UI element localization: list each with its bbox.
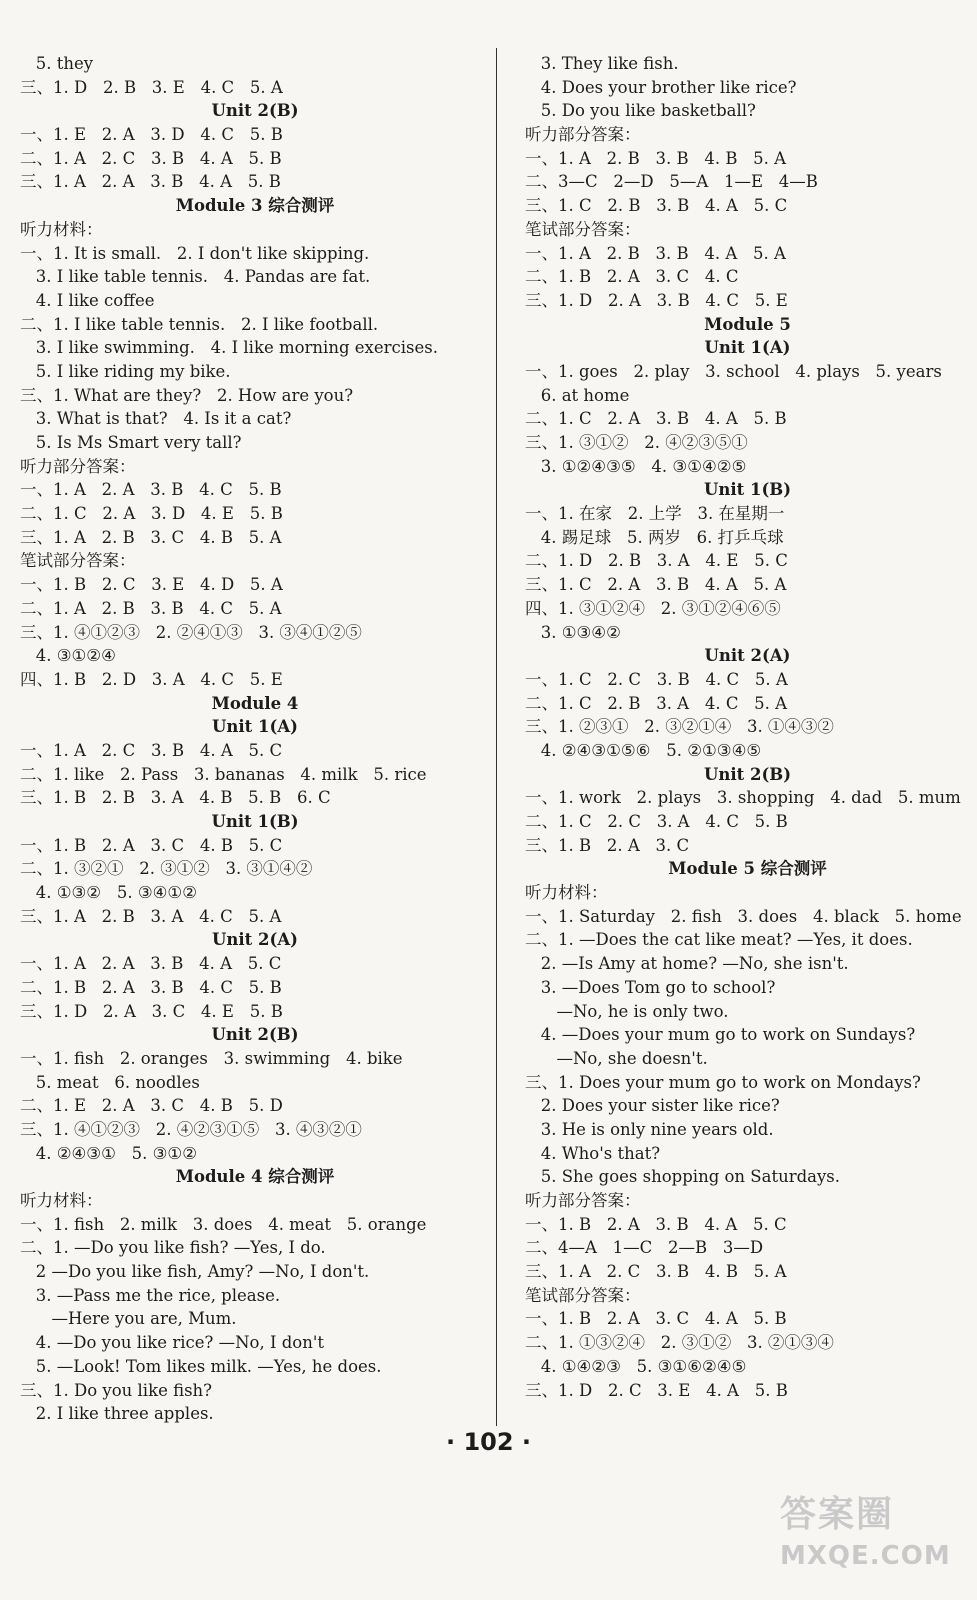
answer-line: 3. ①②④③⑤ 4. ③①④②⑤ [525,456,747,476]
answer-line: 二、1. D 2. B 3. A 4. E 5. C [525,551,788,571]
answer-line: 5. meat 6. noodles [20,1072,200,1092]
answer-line: 三、1. B 2. B 3. A 4. B 5. B 6. C [20,788,331,808]
answer-line: 一、1. A 2. C 3. B 4. A 5. C [20,740,283,760]
answer-line: 4. ②④③①⑤⑥ 5. ②①③④⑤ [525,740,762,760]
answer-line: 二、4—A 1—C 2—B 3—D [525,1238,764,1258]
answer-line: 2. —Is Amy at home? —No, she isn't. [525,954,849,974]
answer-line: 三、1. Does your mum go to work on Mondays? [525,1072,921,1092]
answer-line: 3. I like table tennis. 4. Pandas are fat. [20,267,371,287]
answer-line: 三、1. Do you like fish? [20,1380,213,1400]
watermark-bottom: MXQE.COM [780,1541,951,1571]
answer-line: 4. ③①②④ [20,646,116,666]
answer-line: 一、1. work 2. plays 3. shopping 4. dad 5. mum [525,788,961,808]
answer-line: 一、1. B 2. C 3. E 4. D 5. A [20,575,283,595]
answer-line: 二、1. C 2. C 3. A 4. C 5. B [525,812,788,831]
watermark-top: 答案圈 [780,1494,895,1535]
answer-line: 4. ①④②③ 5. ③①⑥②④⑤ [525,1356,747,1376]
answer-line: 一、1. fish 2. oranges 3. swimming 4. bike [20,1048,403,1068]
page-number: · 102 · [445,1428,532,1456]
right-column [525,52,970,1402]
answer-line: 5. I like riding my bike. [20,361,231,381]
left-column [20,52,490,1426]
answer-line: 三、1. ②③① 2. ③②①④ 3. ①④③② [525,717,834,737]
answer-line: 4. —Do you like rice? —No, I don't [20,1333,324,1353]
section-heading: Module 5 综合测评 [668,859,827,879]
answer-line: 一、1. E 2. A 3. D 4. C 5. B [20,125,283,145]
answer-line: 二、1. C 2. B 3. A 4. C 5. A [525,693,788,713]
answer-line: 2. Does your sister like rice? [525,1096,780,1116]
answer-line: 二、1. B 2. A 3. B 4. C 5. B [20,977,282,997]
section-heading: Unit 2(A) [704,646,791,666]
answer-line: 3. What is that? 4. Is it a cat? [20,409,292,429]
answer-line: 二、1. I like table tennis. 2. I like football. [20,314,379,334]
answer-line: 三、1. B 2. A 3. C [525,835,690,855]
answer-line: 3. ①③④② [525,622,621,642]
answer-line: 二、1. —Does the cat like meat? —Yes, it does. [525,930,913,950]
answer-line: 三、1. A 2. B 3. C 4. B 5. A [20,527,282,547]
answer-line: 三、1. C 2. A 3. B 4. A 5. A [525,575,787,595]
answer-line: —No, he is only two. [525,1001,729,1021]
column-divider [496,48,497,1426]
answer-line: 三、1. A 2. C 3. B 4. B 5. A [525,1262,787,1282]
answer-line: 5. Is Ms Smart very tall? [20,433,242,452]
section-label: 听力部分答案： [525,125,641,145]
answer-line: 6. at home [525,385,630,405]
answer-line: 二、1. ①③②④ 2. ③①② 3. ②①③④ [525,1333,834,1353]
answer-line: 三、1. D 2. A 3. B 4. C 5. E [525,290,788,310]
answer-line: 3. —Pass me the rice, please. [20,1285,281,1305]
section-label: 笔试部分答案： [525,219,641,239]
answer-line: 2 —Do you like fish, Amy? —No, I don't. [20,1262,370,1282]
answer-line: 一、1. B 2. A 3. B 4. A 5. C [525,1214,787,1234]
answer-line: 3. —Does Tom go to school? [525,977,776,997]
section-heading: Unit 1(B) [211,812,299,831]
answer-line: 4. ①③② 5. ③④①② [20,883,197,903]
answer-line: 3. He is only nine years old. [525,1119,774,1139]
answer-line: 一、1. A 2. B 3. B 4. A 5. A [525,243,786,263]
answer-line: 二、1. C 2. A 3. D 4. E 5. B [20,504,283,524]
answer-line: 一、1. goes 2. play 3. school 4. plays 5. years [525,361,942,381]
answer-line: 四、1. B 2. D 3. A 4. C 5. E [20,669,283,689]
section-heading: Unit 2(B) [703,764,792,784]
answer-line: 三、1. D 2. A 3. C 4. E 5. B [20,1001,283,1021]
section-heading: Module 3 综合测评 [175,196,335,216]
section-heading: Unit 2(A) [212,930,298,950]
answer-line: 二、1. E 2. A 3. C 4. B 5. D [20,1096,283,1116]
section-label: 听力材料： [20,219,103,239]
answer-line: 4. 踢足球 5. 两岁 6. 打乒乓球 [525,527,784,547]
section-heading: Unit 2(B) [211,101,299,121]
answer-line: 3. I like swimming. 4. I like morning exercises. [20,338,438,358]
section-heading: Unit 1(A) [212,717,298,737]
section-label: 笔试部分答案： [20,551,136,571]
section-label: 听力材料： [20,1191,103,1210]
answer-line: 二、1. like 2. Pass 3. bananas 4. milk 5. rice [20,764,427,784]
answer-line: 二、1. B 2. A 3. C 4. C [525,267,739,287]
answer-line: 一、1. It is small. 2. I don't like skipping. [20,243,370,263]
answer-line: 4. Does your brother like rice? [525,77,797,97]
section-heading: Unit 1(A) [704,338,791,358]
section-label: 听力材料： [525,883,608,903]
answer-line: 三、1. A 2. A 3. B 4. A 5. B [20,172,281,192]
answer-line: 5. —Look! Tom likes milk. —Yes, he does. [20,1356,382,1376]
section-label: 听力部分答案： [525,1191,641,1210]
answer-line: 三、1. ④①②③ 2. ④②③①⑤ 3. ④③②① [20,1119,362,1139]
answer-line: 一、1. A 2. A 3. B 4. A 5. C [20,954,282,974]
answer-line: 一、1. C 2. C 3. B 4. C 5. A [525,669,788,689]
answer-line: 三、1. D 2. C 3. E 4. A 5. B [525,1380,788,1400]
answer-line: 一、1. A 2. B 3. B 4. B 5. A [525,148,787,168]
answer-line: 三、1. ④①②③ 2. ②④①③ 3. ③④①②⑤ [20,622,362,642]
answer-line: 2. I like three apples. [20,1404,214,1424]
answer-line: 二、1. A 2. C 3. B 4. A 5. B [20,148,282,168]
answer-line: 一、1. 在家 2. 上学 3. 在星期一 [525,504,785,524]
answer-line: 一、1. B 2. A 3. C 4. A 5. B [525,1309,787,1329]
answer-line: 三、1. What are they? 2. How are you? [20,385,354,405]
answer-line: 三、1. C 2. B 3. B 4. A 5. C [525,196,788,216]
answer-line: 二、3—C 2—D 5—A 1—E 4—B [525,172,818,192]
answer-line: 5. She goes shopping on Saturdays. [525,1167,841,1187]
answer-line: 4. Who's that? [525,1143,661,1163]
answer-line: 四、1. ③①②④ 2. ③①②④⑥⑤ [525,598,781,618]
answer-line: 三、1. A 2. B 3. A 4. C 5. A [20,906,282,926]
answer-line: 二、1. ③②① 2. ③①② 3. ③①④② [20,859,313,879]
answer-line: 一、1. Saturday 2. fish 3. does 4. black 5. home [525,906,962,926]
watermark-logo [780,1486,960,1590]
answer-line: 5. Do you like basketball? [525,101,756,121]
answer-line: 5. they [20,54,94,73]
answer-line: 4. I like coffee [20,290,155,310]
answer-line: 二、1. C 2. A 3. B 4. A 5. B [525,409,787,429]
section-heading: Unit 1(B) [703,480,792,500]
section-heading: Module 5 [704,314,791,334]
section-label: 笔试部分答案： [525,1285,641,1305]
answer-line: 4. —Does your mum go to work on Sundays? [525,1025,916,1045]
answer-line: 一、1. B 2. A 3. C 4. B 5. C [20,835,283,855]
answer-line: —No, she doesn't. [525,1048,708,1068]
answer-line: 二、1. A 2. B 3. B 4. C 5. A [20,598,282,618]
answer-line: 4. ②④③① 5. ③①② [20,1143,197,1163]
answer-line: 一、1. fish 2. milk 3. does 4. meat 5. orange [20,1214,427,1234]
section-label: 听力部分答案： [20,456,136,476]
section-heading: Unit 2(B) [211,1025,299,1045]
answer-line: 三、1. D 2. B 3. E 4. C 5. A [20,77,283,97]
section-heading: Module 4 综合测评 [175,1167,335,1187]
answer-line: 一、1. A 2. A 3. B 4. C 5. B [20,480,282,500]
answer-line: 二、1. —Do you like fish? —Yes, I do. [20,1238,326,1258]
answer-line: 三、1. ③①② 2. ④②③⑤① [525,433,748,452]
answer-line: —Here you are, Mum. [20,1309,237,1329]
answer-line: 3. They like fish. [525,54,679,73]
section-heading: Module 4 [211,693,299,713]
